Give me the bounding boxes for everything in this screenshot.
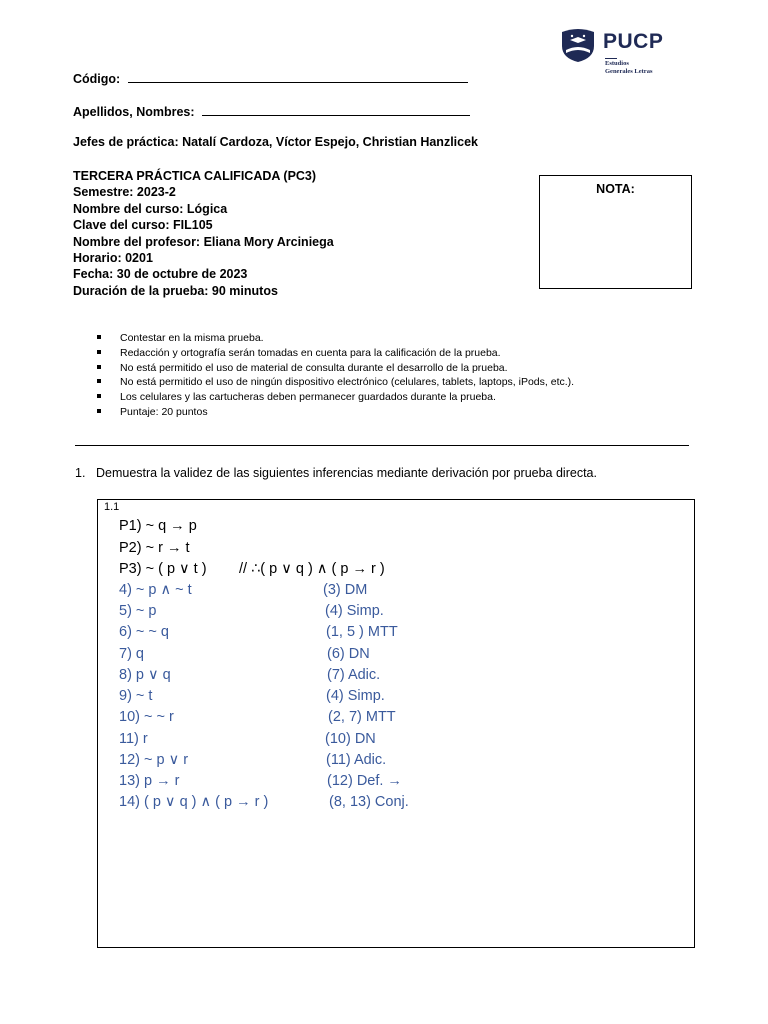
apellidos-blank-line[interactable] <box>202 103 470 116</box>
question-number: 1. <box>75 466 86 480</box>
step-formula: 6) ~ ~ q <box>119 624 169 640</box>
step-formula: 4) ~ p ∧ ~ t <box>119 582 192 598</box>
step-justification: (7) Adic. <box>327 667 381 683</box>
nota-box[interactable] <box>539 175 692 289</box>
instruction-item: Los celulares y las cartucheras deben permanecer guardados durante la prueba. <box>96 390 574 405</box>
pucp-emblem-icon <box>558 28 598 62</box>
instruction-item: Redacción y ortografía serán tomadas en cuenta para la calificación de la prueba. <box>96 346 574 361</box>
course-professor: Nombre del profesor: Eliana Mory Arciniega <box>73 234 334 249</box>
premise-formula: P3) ~ ( p ∨ t ) <box>119 561 207 577</box>
logo-divider <box>605 58 617 59</box>
premise-formula: P2) ~ r → t <box>119 540 190 556</box>
step-formula: 12) ~ p ∨ r <box>119 752 189 768</box>
premise-line-3 <box>119 561 385 577</box>
conclusion-formula: // ∴( p ∨ q ) ∧ ( p → r ) <box>239 561 385 577</box>
instructions-list <box>96 331 574 420</box>
premise-line-1 <box>119 518 197 534</box>
step-formula: 11) r <box>119 731 148 747</box>
codigo-label: Código: <box>73 72 121 86</box>
nota-label: NOTA: <box>596 182 635 196</box>
step-formula: 10) ~ ~ r <box>119 709 174 725</box>
course-code: Clave del curso: FIL105 <box>73 218 213 233</box>
pucp-logo <box>558 26 688 74</box>
instruction-item: Contestar en la misma prueba. <box>96 331 574 346</box>
instruction-item: Puntaje: 20 puntos <box>96 405 574 420</box>
apellidos-field <box>73 103 470 119</box>
step-justification: (6) DN <box>327 646 370 662</box>
course-name: Nombre del curso: Lógica <box>73 201 228 216</box>
question-1 <box>75 466 597 480</box>
course-info <box>73 168 334 299</box>
codigo-field <box>73 70 468 86</box>
derivation-step-8 <box>119 667 381 683</box>
apellidos-label: Apellidos, Nombres: <box>73 105 195 119</box>
derivation-step-12 <box>119 752 387 768</box>
step-justification: (2, 7) MTT <box>328 709 396 725</box>
jefes-de-practica: Jefes de práctica: Natalí Cardoza, Víctor Espejo, Christian Hanzlicek <box>73 135 478 149</box>
derivation-step-9 <box>119 688 385 704</box>
derivation-step-5 <box>119 603 384 619</box>
derivation-step-7 <box>119 646 370 662</box>
derivation-step-13 <box>119 773 402 789</box>
logo-subtitle <box>605 60 652 75</box>
answer-box[interactable] <box>97 499 695 948</box>
instruction-item: No está permitido el uso de material de consulta durante el desarrollo de la prueba. <box>96 361 574 376</box>
step-formula: 9) ~ t <box>119 688 153 704</box>
course-title: TERCERA PRÁCTICA CALIFICADA (PC3) <box>73 169 317 183</box>
step-justification: (3) DM <box>323 582 368 598</box>
step-justification: (10) DN <box>325 731 376 747</box>
step-formula: 8) p ∨ q <box>119 667 171 683</box>
step-justification: (12) Def. → <box>327 773 402 789</box>
derivation-step-11 <box>119 731 376 747</box>
logo-subtitle-line-1: Estudios <box>605 60 629 67</box>
step-formula: 5) ~ p <box>119 603 157 619</box>
derivation-step-10 <box>119 709 396 725</box>
question-text: Demuestra la validez de las siguientes inferencias mediante derivación por prueba directa. <box>96 466 597 480</box>
step-formula: 13) p → r <box>119 773 180 789</box>
course-duration: Duración de la prueba: 90 minutos <box>73 283 278 298</box>
course-semester: Semestre: 2023-2 <box>73 185 176 200</box>
logo-wordmark: PUCP <box>603 30 664 53</box>
derivation-step-6 <box>119 624 398 640</box>
step-justification: (4) Simp. <box>325 603 384 619</box>
step-justification: (8, 13) Conj. <box>329 794 409 810</box>
step-formula: 14) ( p ∨ q ) ∧ ( p → r ) <box>119 794 269 810</box>
premise-formula: P1) ~ q → p <box>119 518 197 534</box>
derivation-step-4 <box>119 582 368 598</box>
answer-item-label: 1.1 <box>104 501 120 513</box>
course-date: Fecha: 30 de octubre de 2023 <box>73 267 248 282</box>
section-divider <box>75 445 689 446</box>
step-formula: 7) q <box>119 646 144 662</box>
derivation-step-14 <box>119 794 409 810</box>
step-justification: (1, 5 ) MTT <box>326 624 398 640</box>
instruction-item: No está permitido el uso de ningún dispositivo electrónico (celulares, tablets, laptops, iPods, etc.). <box>96 375 574 390</box>
step-justification: (11) Adic. <box>326 752 387 768</box>
logo-subtitle-line-2: Generales Letras <box>605 67 653 75</box>
premise-line-2 <box>119 540 190 556</box>
course-schedule: Horario: 0201 <box>73 251 153 266</box>
codigo-blank-line[interactable] <box>128 70 468 83</box>
step-justification: (4) Simp. <box>326 688 385 704</box>
